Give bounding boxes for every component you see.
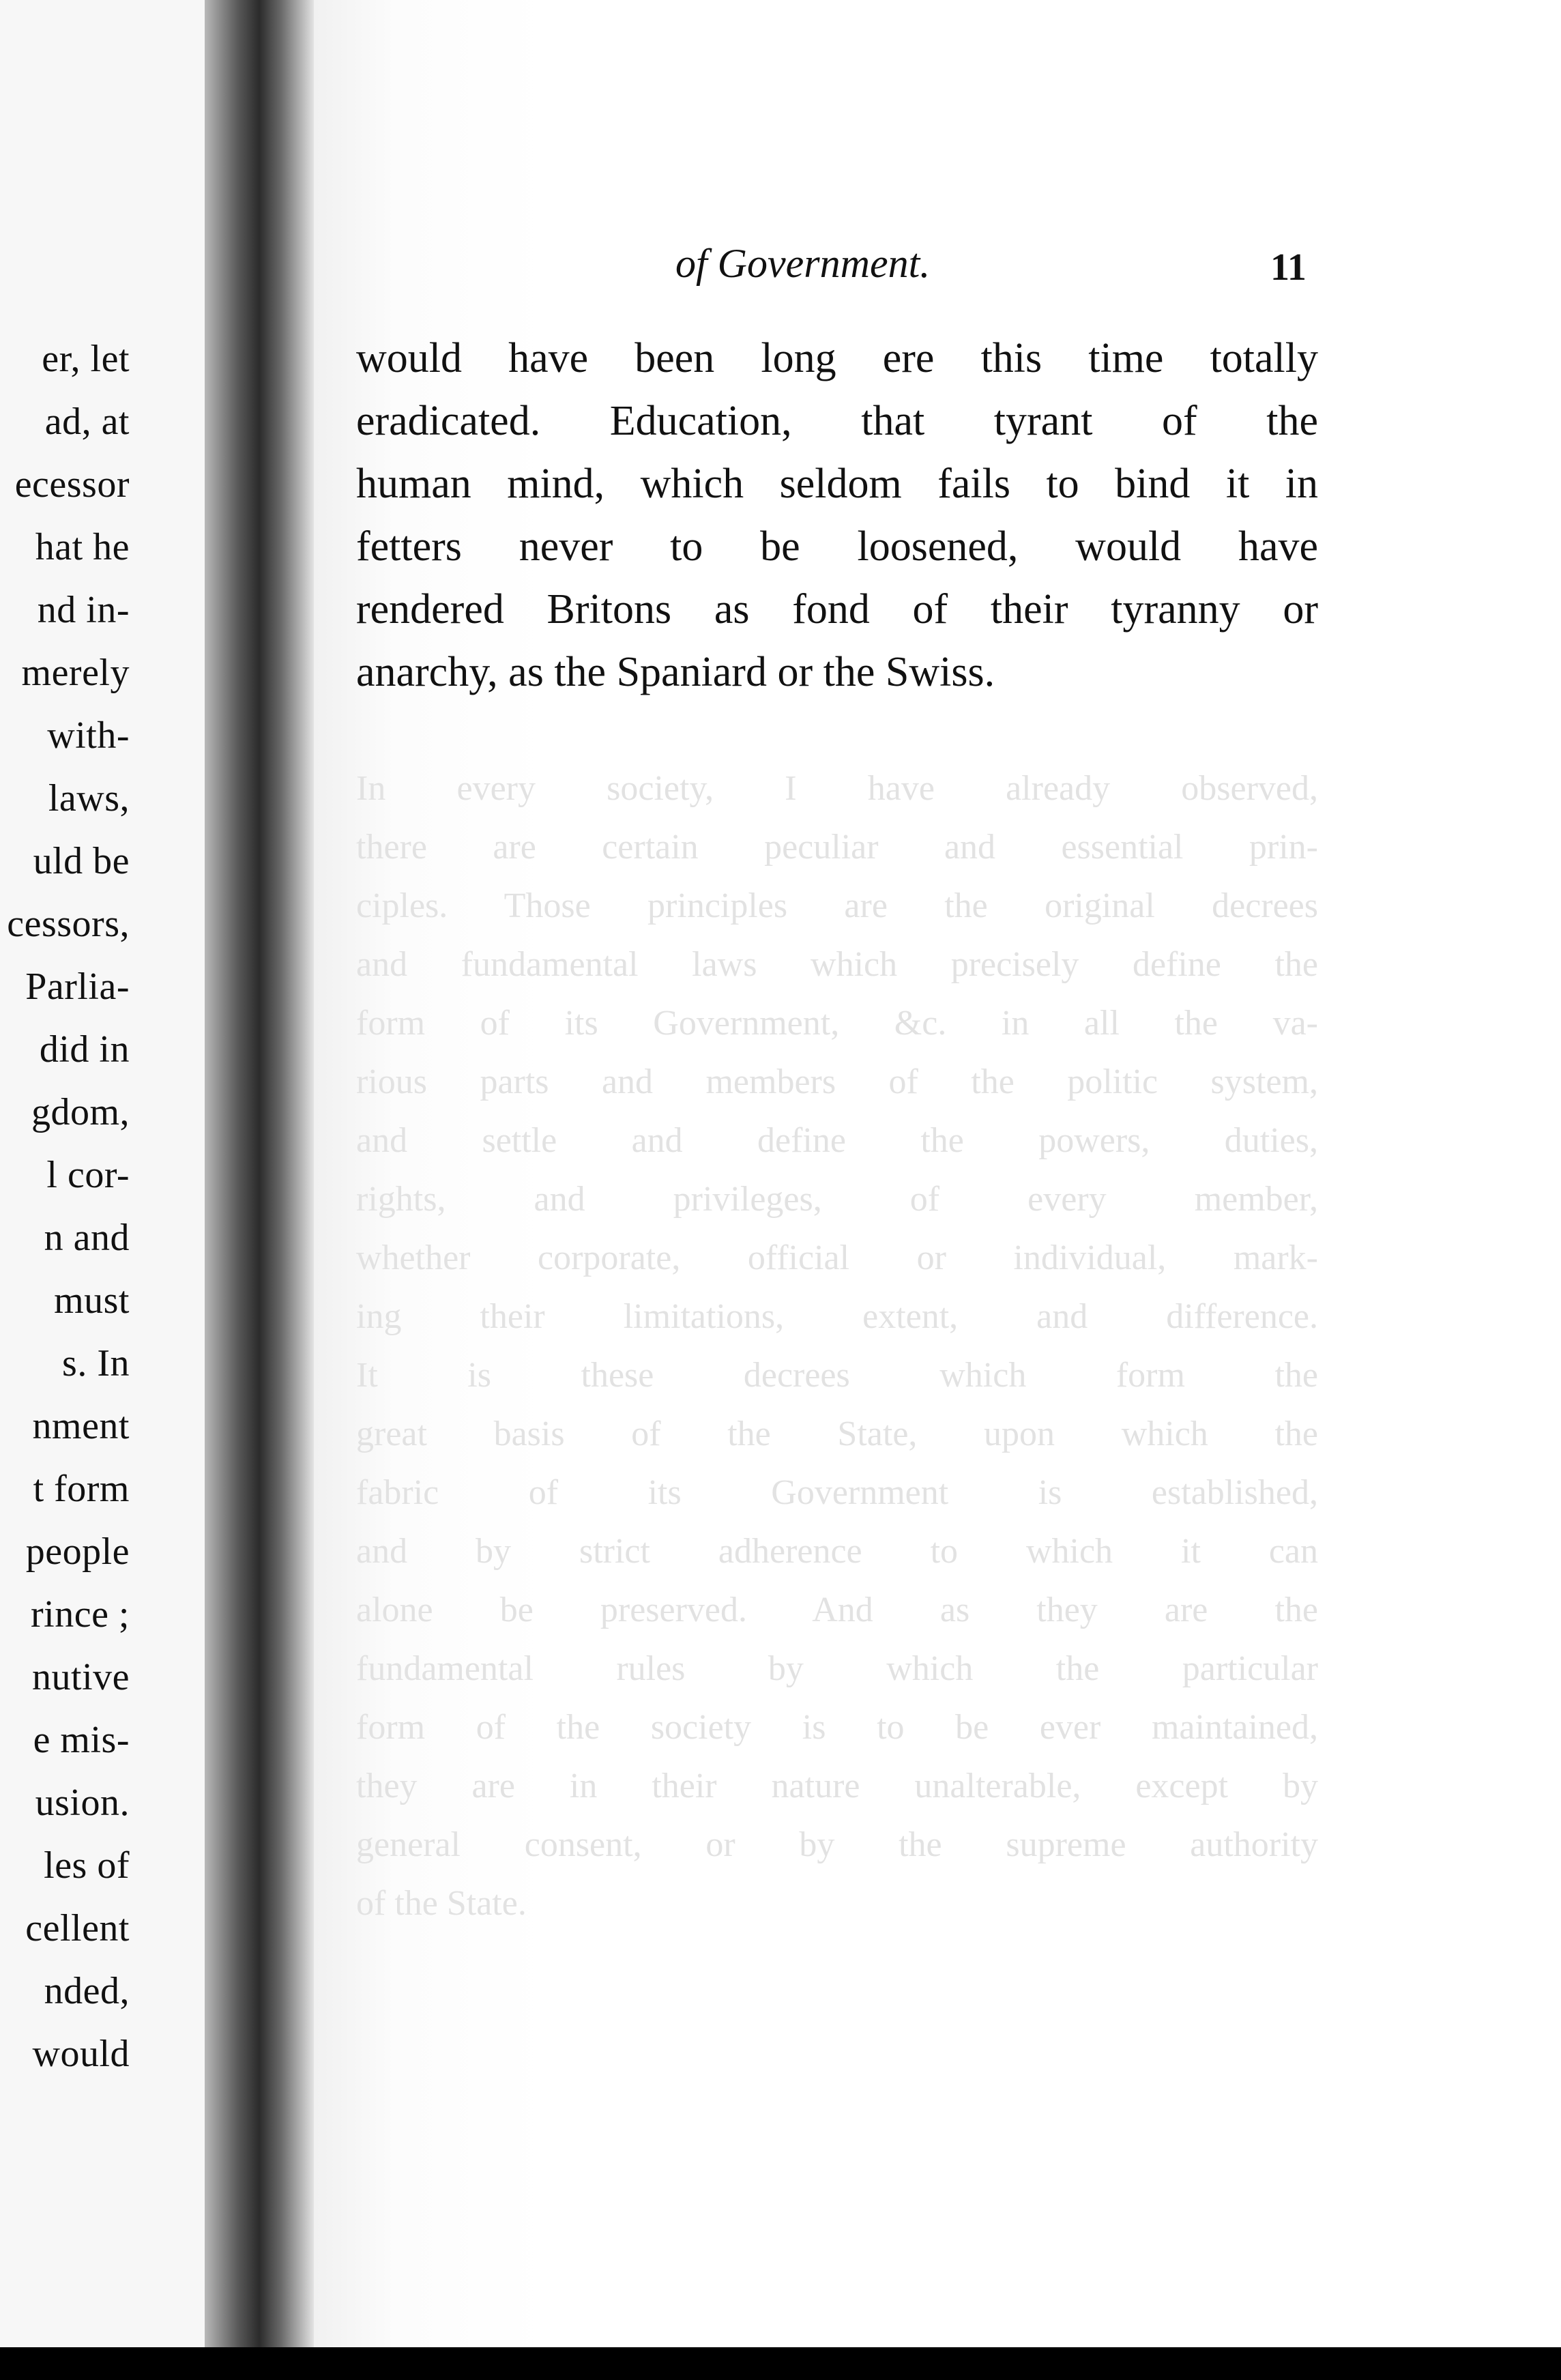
body-text-line: fetters never to be loosened, would have [356,523,1318,570]
running-head: of Government. [675,241,931,286]
left-page-line: s. In [62,1342,130,1384]
left-page-line: rince ; [31,1593,130,1636]
bleed-through-line: whether corporate, official or individual, mark- [356,1238,1318,1277]
left-page-line: t form [33,1468,130,1510]
left-page-line: ecessor [14,463,130,506]
bleed-through-line: ciples. Those principles are the original decrees [356,886,1318,925]
left-page-line: would [32,2033,130,2075]
left-page-line: nment [32,1405,130,1447]
bleed-through-line: form of the society is to be ever maintained, [356,1708,1318,1747]
left-page-line: cellent [25,1907,130,1949]
bleed-through-line: and settle and define the powers, duties, [356,1121,1318,1160]
body-text-line: anarchy, as the Spaniard or the Swiss. [356,649,995,695]
left-page-line: merely [21,652,130,694]
left-page-line: n and [44,1217,130,1259]
left-page-line: Parlia- [25,966,130,1008]
scan-border-bottom [0,2347,1561,2380]
left-page-line: usion. [35,1782,130,1824]
left-page-line: must [54,1279,130,1322]
left-page-line: cessors, [7,903,130,945]
left-page-line: people [25,1530,130,1573]
bleed-through-line: alone be preserved. And as they are the [356,1591,1318,1629]
left-page-line: did in [39,1028,130,1071]
bleed-through-line: form of its Government, &c. in all the va- [356,1004,1318,1043]
body-text-line: rendered Britons as fond of their tyranny or [356,586,1318,633]
left-page-line: l cor- [46,1154,130,1196]
bleed-through-line: fabric of its Government is established, [356,1473,1318,1512]
left-page-line: nded, [44,1970,130,2012]
bleed-through-line: and fundamental laws which precisely define the [356,945,1318,984]
bleed-through-line: there are certain peculiar and essential prin- [356,828,1318,867]
left-page-line: er, let [42,338,130,380]
bleed-through-line: fundamental rules by which the particular [356,1649,1318,1688]
book-gutter-shadow [205,0,314,2380]
bleed-through-line: and by strict adherence to which it can [356,1532,1318,1571]
left-page-line: gdom, [31,1091,130,1133]
left-page-line: laws, [48,777,130,819]
left-page-line: nd in- [37,589,130,631]
body-text-line: would have been long ere this time totally [356,335,1318,381]
bleed-through-line: of the State. [356,1884,527,1923]
bleed-through-line: general consent, or by the supreme authority [356,1825,1318,1864]
left-page-line: e mis- [33,1719,130,1761]
bleed-through-line: rious parts and members of the politic system, [356,1062,1318,1101]
left-page-line: ad, at [44,401,130,443]
bleed-through-line: ing their limitations, extent, and difference. [356,1297,1318,1336]
left-page-line: nutive [32,1656,130,1698]
body-text-line: human mind, which seldom fails to bind it in [356,461,1318,507]
left-page-line: hat he [35,526,130,568]
left-page-line: with- [47,714,130,757]
bleed-through-line: rights, and privileges, of every member, [356,1180,1318,1219]
page-number: 11 [1270,246,1307,289]
body-text-line: eradicated. Education, that tyrant of the [356,398,1318,444]
left-page-line: les of [44,1844,130,1887]
bleed-through-line: great basis of the State, upon which the [356,1414,1318,1453]
bleed-through-line: In every society, I have already observed, [356,769,1318,808]
left-page-line: uld be [33,840,130,882]
left-page [0,0,232,2380]
bleed-through-line: It is these decrees which form the [356,1356,1318,1395]
bleed-through-line: they are in their nature unalterable, except by [356,1767,1318,1805]
